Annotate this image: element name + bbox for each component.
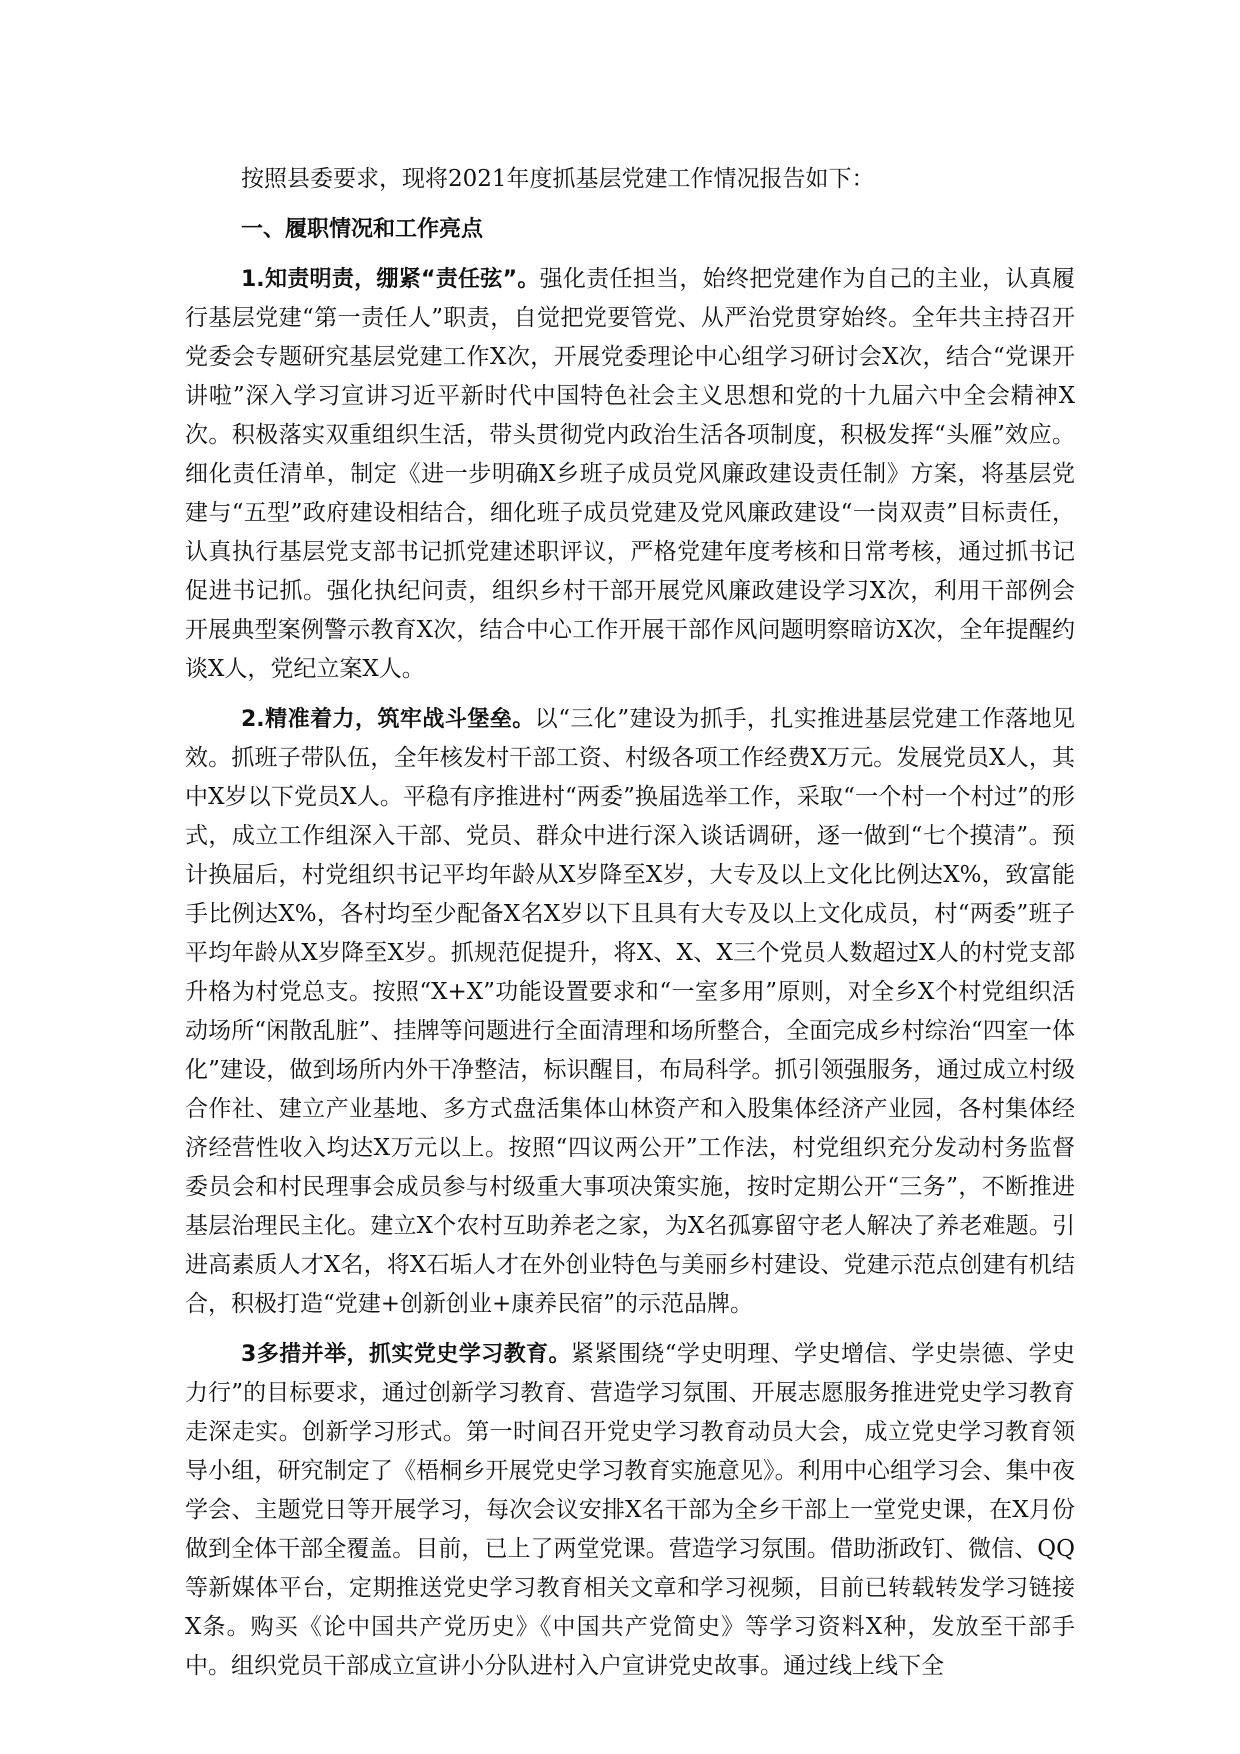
paragraph-3-body: 紧紧围绕“学史明理、学史增信、学史崇德、学史力行”的目标要求，通过创新学习教育、营造学习氛围、开展志愿服务推进党史学习教育走深走实。创新学习形式。第一时间召开党史学习教育动员大会，成立党史学习教育领导小组，研究制定了《梧桐乡开展党史学习教育实施意见》。利用中心组学习会、集中夜学会、主题党日等开展学习，每次会议安排X名干部为全乡干部上一堂党史课，在X月份做到全体干部全覆盖。目前，已上了两堂党课。营造学习氛围。借助浙政钉、微信、QQ等新媒体平台，定期推送党史学习教育相关文章和学习视频，目前已转载转发学习链接X条。购买《论中国共产党历史》《中国共产党简史》等学习资料X种，发放至干部手中。组织党员干部成立宣讲小分队进村入户宣讲党史故事。通过线上线下全 [185,1341,1075,1679]
paragraph-2-heading: 2.精准着力，筑牢战斗堡垒。 [241,707,535,732]
intro-paragraph: 按照县委要求，现将2021年度抓基层党建工作情况报告如下： [241,166,875,192]
paragraph-2 [185,700,1075,1324]
paragraph-1-heading: 1.知责明责，绷紧“责任弦”。 [241,267,540,292]
paragraph-2-body: 以“三化”建设为抓手，扎实推进基层党建工作落地见效。抓班子带队伍，全年核发村干部工资、村级各项工作经费X万元。发展党员X人，其中X岁以下党员X人。平稳有序推进村“两委”换届选举工作，采取“一个村一个村过”的形式，成立工作组深入干部、党员、群众中进行深入谈话调研，逐一做到“七个摸清”。预计换届后，村党组织书记平均年龄从X岁降至X岁，大专及以上文化比例达X%，致富能手比例达X%，各村均至少配备X名X岁以下且具有大专及以上文化成员，村“两委”班子平均年龄从X岁降至X岁。抓规范促提升，将X、X、X三个党员人数超过X人的村党支部升格为村党总支。按照“X+X”功能设置要求和“一室多用”原则，对全乡X个村党组织活动场所“闲散乱脏”、挂牌等问题进行全面清理和场所整合，全面完成乡村综治“四室一体化”建设，做到场所内外干净整洁，标识醒目，布局科学。抓引领强服务，通过成立村级合作社、建立产业基地、多方式盘活集体山林资产和入股集体经济产业园，各村集体经济经营性收入均达X万元以上。按照“四议两公开”工作法，村党组织充分发动村务监督委员会和村民理事会成员参与村级重大事项决策实施，按时定期公开“三务”，不断推进基层治理民主化。建立X个农村互助养老之家，为X名孤寡留守老人解决了养老难题。引进高素质人才X名，将X石垢人才在外创业特色与美丽乡村建设、党建示范点创建有机结合，积极打造“党建+创新创业+康养民宿”的示范品牌。 [185,706,1075,1317]
document-page [185,160,1075,1697]
section-heading: 一、履职情况和工作亮点 [241,217,484,242]
paragraph-1 [185,260,1075,689]
paragraph-3-heading: 3多措并举，抓实党史学习教育。 [241,1342,571,1367]
paragraph-1-body: 强化责任担当，始终把党建作为自己的主业，认真履行基层党建“第一责任人”职责，自觉把党要管党、从严治党贯穿始终。全年共主持召开党委会专题研究基层党建工作X次，开展党委理论中心组学习研讨会X次，结合“党课开讲啦”深入学习宣讲习近平新时代中国特色社会主义思想和党的十九届六中全会精神X次。积极落实双重组织生活，带头贯彻党内政治生活各项制度，积极发挥“头雁”效应。细化责任清单，制定《进一步明确X乡班子成员党风廉政建设责任制》方案，将基层党建与“五型”政府建设相结合，细化班子成员党建及党风廉政建设“一岗双责”目标责任，认真执行基层党支部书记抓党建述职评议，严格党建年度考核和日常考核，通过抓书记促进书记抓。强化执纪问责，组织乡村干部开展党风廉政建设学习X次，利用干部例会开展典型案例警示教育X次，结合中心工作开展干部作风问题明察暗访X次，全年提醒约谈X人，党纪立案X人。 [185,266,1075,682]
paragraph-3 [185,1335,1075,1686]
